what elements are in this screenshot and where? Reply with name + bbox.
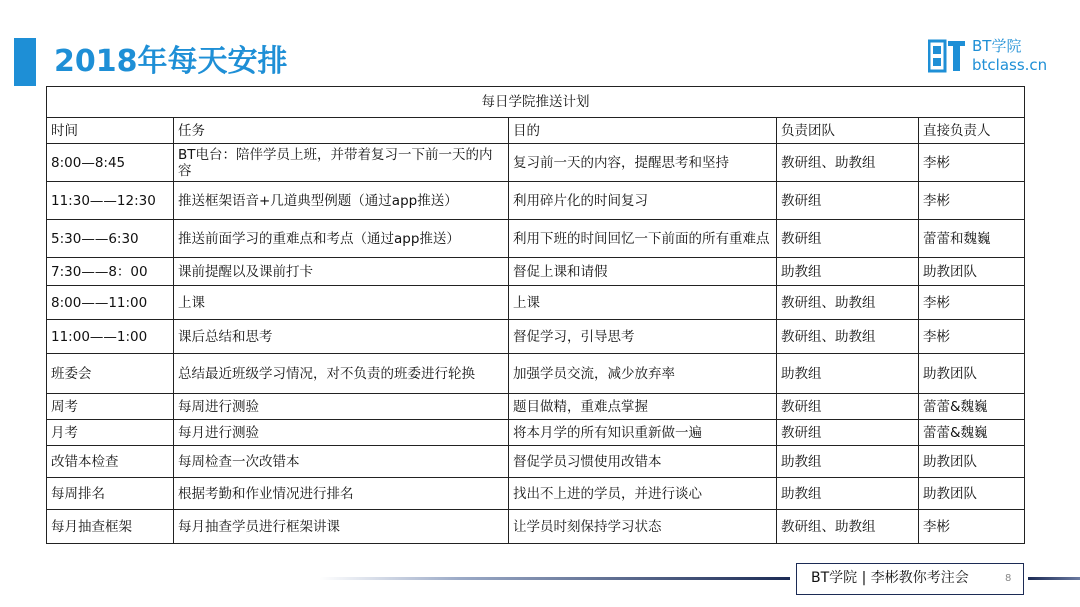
cell-team: 教研组、助教组 — [777, 144, 919, 182]
cell-task: 课后总结和思考 — [174, 320, 509, 354]
cell-owner: 李彬 — [919, 286, 1025, 320]
cell-purpose: 利用碎片化的时间复习 — [509, 182, 777, 220]
cell-time: 班委会 — [47, 354, 174, 394]
cell-purpose: 督促上课和请假 — [509, 258, 777, 286]
table-row — [47, 258, 1025, 286]
cell-purpose: 题目做精，重难点掌握 — [509, 394, 777, 420]
cell-task: 根据考勤和作业情况进行排名 — [174, 478, 509, 510]
cell-task: 课前提醒以及课前打卡 — [174, 258, 509, 286]
cell-purpose: 督促学员习惯使用改错本 — [509, 446, 777, 478]
cell-owner: 李彬 — [919, 182, 1025, 220]
cell-team: 助教组 — [777, 354, 919, 394]
header-task: 任务 — [174, 118, 509, 144]
cell-purpose: 督促学习，引导思考 — [509, 320, 777, 354]
cell-team: 教研组 — [777, 220, 919, 258]
logo-text-name: BT学院 — [972, 37, 1022, 55]
cell-purpose: 加强学员交流，减少放弃率 — [509, 354, 777, 394]
footer-divider — [320, 577, 790, 580]
cell-task: 每月进行测验 — [174, 420, 509, 446]
cell-purpose: 将本月学的所有知识重新做一遍 — [509, 420, 777, 446]
schedule-table — [46, 86, 1025, 544]
cell-time: 11:30——12:30 — [47, 182, 174, 220]
cell-time: 7:30——8：00 — [47, 258, 174, 286]
cell-team: 教研组、助教组 — [777, 320, 919, 354]
bt-logo — [928, 38, 1068, 78]
header-time: 时间 — [47, 118, 174, 144]
table-caption: 每日学院推送计划 — [47, 87, 1025, 118]
cell-team: 教研组、助教组 — [777, 286, 919, 320]
cell-purpose: 复习前一天的内容，提醒思考和坚持 — [509, 144, 777, 182]
table-row — [47, 354, 1025, 394]
cell-owner: 助教团队 — [919, 354, 1025, 394]
table-row — [47, 320, 1025, 354]
cell-time: 改错本检查 — [47, 446, 174, 478]
cell-owner: 蕾蕾&魏巍 — [919, 420, 1025, 446]
cell-task: 上课 — [174, 286, 509, 320]
header-purpose: 目的 — [509, 118, 777, 144]
cell-time: 每周排名 — [47, 478, 174, 510]
title-accent-bar — [14, 38, 36, 86]
cell-team: 教研组、助教组 — [777, 510, 919, 544]
cell-task: 总结最近班级学习情况，对不负责的班委进行轮换 — [174, 354, 509, 394]
cell-purpose: 上课 — [509, 286, 777, 320]
cell-team: 助教组 — [777, 446, 919, 478]
cell-owner: 助教团队 — [919, 258, 1025, 286]
cell-task: 推送前面学习的重难点和考点（通过app推送） — [174, 220, 509, 258]
cell-owner: 蕾蕾&魏巍 — [919, 394, 1025, 420]
footer-text: BT学院 | 李彬教你考注会 — [811, 570, 969, 586]
cell-purpose: 利用下班的时间回忆一下前面的所有重难点 — [509, 220, 777, 258]
header-team: 负责团队 — [777, 118, 919, 144]
cell-purpose: 找出不上进的学员，并进行谈心 — [509, 478, 777, 510]
table-row — [47, 420, 1025, 446]
table-row — [47, 510, 1025, 544]
cell-time: 8:00—8:45 — [47, 144, 174, 182]
cell-owner: 李彬 — [919, 510, 1025, 544]
cell-time: 每月抽查框架 — [47, 510, 174, 544]
table-row — [47, 182, 1025, 220]
cell-team: 教研组 — [777, 394, 919, 420]
page-number: 8 — [1005, 573, 1012, 584]
cell-team: 教研组 — [777, 182, 919, 220]
table-row — [47, 446, 1025, 478]
table-row — [47, 394, 1025, 420]
cell-owner: 蕾蕾和魏巍 — [919, 220, 1025, 258]
cell-purpose: 让学员时刻保持学习状态 — [509, 510, 777, 544]
cell-task: 每周进行测验 — [174, 394, 509, 420]
bt-logo-icon — [928, 38, 968, 74]
cell-task: 每周检查一次改错本 — [174, 446, 509, 478]
header-owner: 直接负责人 — [919, 118, 1025, 144]
footer-box — [796, 563, 1024, 595]
cell-time: 8:00——11:00 — [47, 286, 174, 320]
table-caption-row — [47, 87, 1025, 118]
slide-title: 2018年每天安排 — [54, 44, 288, 79]
table-header-row — [47, 118, 1025, 144]
table-row — [47, 478, 1025, 510]
cell-owner: 李彬 — [919, 320, 1025, 354]
cell-team: 教研组 — [777, 420, 919, 446]
footer-divider-right — [1028, 577, 1080, 580]
cell-team: 助教组 — [777, 478, 919, 510]
logo-text-domain: btclass.cn — [972, 56, 1048, 74]
cell-owner: 李彬 — [919, 144, 1025, 182]
table-row — [47, 286, 1025, 320]
cell-task: 推送框架语音+几道典型例题（通过app推送） — [174, 182, 509, 220]
cell-time: 5:30——6:30 — [47, 220, 174, 258]
table-row — [47, 220, 1025, 258]
cell-task: BT电台：陪伴学员上班，并带着复习一下前一天的内容 — [174, 144, 509, 182]
cell-owner: 助教团队 — [919, 446, 1025, 478]
cell-time: 月考 — [47, 420, 174, 446]
table-row — [47, 144, 1025, 182]
cell-time: 11:00——1:00 — [47, 320, 174, 354]
cell-team: 助教组 — [777, 258, 919, 286]
cell-time: 周考 — [47, 394, 174, 420]
cell-task: 每月抽查学员进行框架讲课 — [174, 510, 509, 544]
cell-owner: 助教团队 — [919, 478, 1025, 510]
